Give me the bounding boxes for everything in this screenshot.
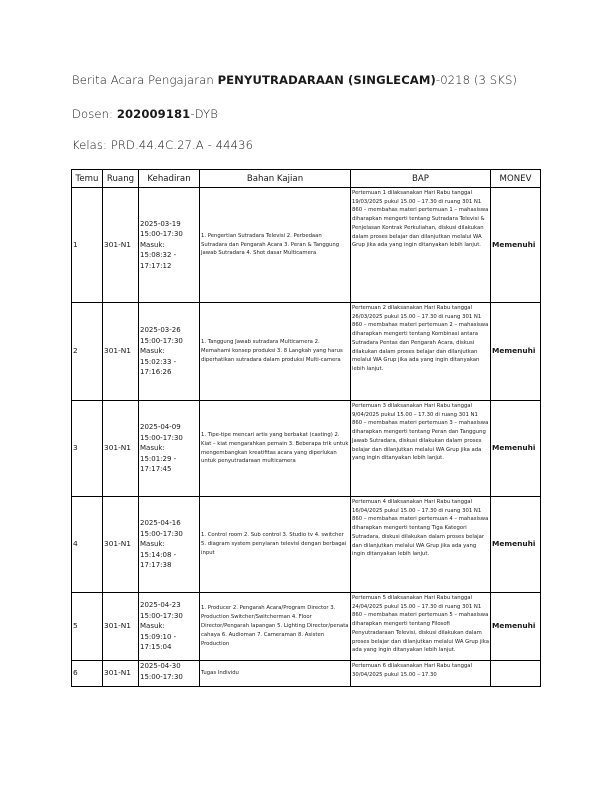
- col-bap-header: BAP: [351, 170, 491, 188]
- cell-monev: Memenuhi: [491, 188, 541, 303]
- cell-ruang: 301-N1: [103, 303, 139, 401]
- cell-temu: 5: [72, 593, 103, 661]
- cell-bahan-kajian: Tugas Individu: [200, 661, 351, 687]
- cell-monev: Memenuhi: [491, 401, 541, 497]
- cell-ruang: 301-N1: [103, 497, 139, 593]
- cell-monev: Memenuhi: [491, 497, 541, 593]
- class-line: Kelas: PRD.44.4C.27.A - 44436: [72, 138, 254, 152]
- lecturer-id: 202009181: [116, 107, 191, 121]
- table-row: [72, 303, 541, 401]
- cell-kehadiran: 2025-03-26 15:00-17:30 Masuk: 15:02:33 - 17:16:26: [139, 303, 200, 401]
- course-code: -0218 (3 SKS): [435, 73, 518, 87]
- col-monev-header: MONEV: [491, 170, 541, 188]
- lecturer-code: -DYB: [190, 107, 218, 121]
- cell-ruang: 301-N1: [103, 401, 139, 497]
- col-temu-header: Temu: [72, 170, 103, 188]
- cell-temu: 6: [72, 661, 103, 687]
- col-ruang-header: Ruang: [103, 170, 139, 188]
- cell-bahan-kajian: 1. Tipe-tipe mencari artis yang berbakat (casting) 2. Kiat – kiat mengarahkan pemain 3. Beberapa trik untuk mengembangkan kreatifitas acara yang diperlukan untuk penyutradaraan multicamera: [200, 401, 351, 497]
- lecturer-label: Dosen:: [72, 107, 117, 121]
- cell-ruang: 301-N1: [103, 593, 139, 661]
- cell-monev: Memenuhi: [491, 593, 541, 661]
- cell-temu: 4: [72, 497, 103, 593]
- cell-bap: Pertemuan 1 dilaksanakan Hari Rabu tanggal 19/03/2025 pukul 15.00 – 17.30 di ruang 301 N1 860 – membahas materi pertemuan 1 – mahasiswa diharapkan mengerti tentang Sutradara Televisi & Penjelasan Kontrak Perkuliahan, diskusi dilakukan dalam proses belajar dan dilanjutkan melalui WA Grup jika ada yang ingin ditanyakan lebih lanjut.: [351, 188, 491, 303]
- cell-bahan-kajian: 1. Pengertian Sutradara Televisi 2. Perbedaan Sutradara dan Pengarah Acara 3. Peran & Tanggung Jawab Sutradara 4. Shot dasar Multicamera: [200, 188, 351, 303]
- cell-ruang: 301-N1: [103, 661, 139, 687]
- cell-kehadiran: 2025-04-09 15:00-17:30 Masuk: 15:01:29 - 17:17:45: [139, 401, 200, 497]
- cell-kehadiran: 2025-04-23 15:00-17:30 Masuk: 15:09:10 - 17:15:04: [139, 593, 200, 661]
- col-bahan-kajian-header: Bahan Kajian: [200, 170, 351, 188]
- table-row: [72, 188, 541, 303]
- cell-temu: 3: [72, 401, 103, 497]
- cell-temu: 1: [72, 188, 103, 303]
- table-row: [72, 497, 541, 593]
- cell-bap: Pertemuan 4 dilaksanakan Hari Rabu tanggal 16/04/2025 pukul 15.00 – 17.30 di ruang 301 N1 860 – membahas materi pertemuan 4 – mahasiswa diharapkan mengerti tentang Tiga Kategori Sutradara, diskusi dilakukan dalam proses belajar dan dilanjutkan melalui WA Grup jika ada yang ingin ditanyakan lebih lanjut.: [351, 497, 491, 593]
- cell-monev: [491, 661, 541, 687]
- cell-kehadiran: 2025-04-16 15:00-17:30 Masuk: 15:14:08 - 17:17:38: [139, 497, 200, 593]
- cell-monev: Memenuhi: [491, 303, 541, 401]
- table-row: [72, 401, 541, 497]
- cell-bap: Pertemuan 6 dilaksanakan Hari Rabu tanggal 30/04/2025 pukul 15.00 – 17.30: [351, 661, 491, 687]
- col-kehadiran-header: Kehadiran: [139, 170, 200, 188]
- cell-bap: Pertemuan 5 dilaksanakan Hari Rabu tanggal 24/04/2025 pukul 15.00 – 17.30 di ruang 301 N1 860 – membahas materi pertemuan 5 – mahasiswa diharapkan mengerti tentang Filosofi Penyutradaraan Televisi, diskusi dilakukan dalam proses belajar dan dilanjutkan melalui WA Grup jika ada yang ingin ditanyakan lebih lanjut.: [351, 593, 491, 661]
- cell-bap: Pertemuan 2 dilaksanakan Hari Rabu tanggal 26/03/2025 pukul 15.00 – 17.30 di ruang 301 N1 860 – membahas materi pertemuan 2 – mahasiswa diharapkan mengerti tentang Kombinasi antara Sutradara Pentas dan Pengarah Acara, diskusi dilakukan dalam proses belajar dan dilanjutkan melalui WA Grup jika ada yang ingin ditanyakan lebih lanjut.: [351, 303, 491, 401]
- title-prefix: Berita Acara Pengajaran: [72, 73, 218, 87]
- table-header-row: [72, 170, 541, 188]
- lecturer-line: [72, 107, 218, 121]
- cell-temu: 2: [72, 303, 103, 401]
- cell-bahan-kajian: 1. Tanggung Jawab sutradara Multicamera 2. Memahami konsep produksi 3. 8 Langkah yang harus diperhatikan sutradara dalam produksi Multi-camera: [200, 303, 351, 401]
- cell-bahan-kajian: 1. Producer 2. Pengarah Acara/Program Director 3. Production Switcher/Switcherman 4. Floor Director/Pengarah lapangan 5. Lighting Director/penata cahaya 6. Audioman 7. Cameraman 8. Asisten Production: [200, 593, 351, 661]
- page-title: [72, 73, 517, 87]
- cell-kehadiran: 2025-03-19 15:00-17:30 Masuk: 15:08:32 - 17:17:12: [139, 188, 200, 303]
- course-name: PENYUTRADARAAN (SINGLECAM): [217, 73, 436, 87]
- cell-bap: Pertemuan 3 dilaksanakan Hari Rabu tanggal 9/04/2025 pukul 15.00 – 17.30 di ruang 301 N1 860 – membahas materi pertemuan 3 – mahasiswa diharapkan mengerti tentang Peran dan Tanggung Jawab Sutradara, diskusi dilakukan dalam proses belajar dan dilanjutkan melalui WA Grup jika ada yang ingin ditanyakan lebih lanjut.: [351, 401, 491, 497]
- cell-bahan-kajian: 1. Control room 2. Sub control 3. Studio tv 4. switcher 5. diagram system penyiaran televisi dengan berbagai input: [200, 497, 351, 593]
- table-row: [72, 593, 541, 661]
- table-row: [72, 661, 541, 687]
- cell-kehadiran: 2025-04-30 15:00-17:30: [139, 661, 200, 687]
- attendance-table: [71, 169, 541, 687]
- cell-ruang: 301-N1: [103, 188, 139, 303]
